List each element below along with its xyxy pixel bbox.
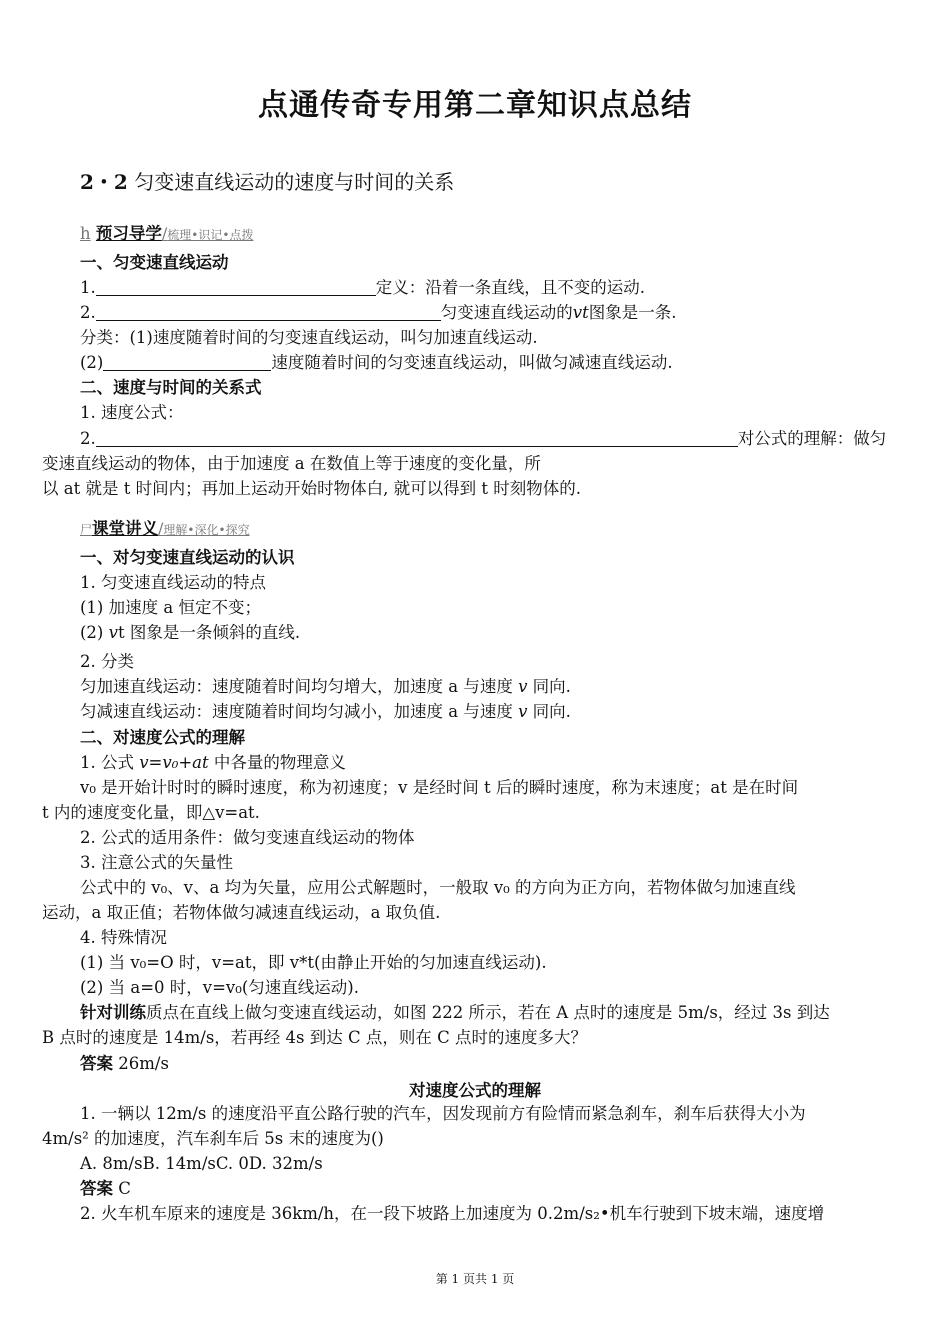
answer-label: 答案 <box>80 1054 113 1073</box>
heading-velocity-time: 二、速度与时间的关系式 <box>80 378 262 397</box>
item-number: 2. <box>80 303 96 322</box>
heading-formula: 二、对速度公式的理解 <box>80 728 245 747</box>
definition-text: 定义：沿着一条直线，且不变的运动. <box>375 278 645 297</box>
item-text: 匀加速直线运动：速度随着时间均匀增大，加速度 a 与速度 <box>80 677 519 696</box>
lecture-prefix: 尸 <box>80 523 93 537</box>
item-number: 2. <box>80 429 96 448</box>
fill-blank <box>103 352 271 371</box>
fill-blank <box>96 302 441 321</box>
paragraph-line: 运动，a 取正值；若物体做匀减速直线运动，a 取负值. <box>42 903 441 922</box>
lecture-header <box>80 515 250 539</box>
section-number: 2・2 <box>80 170 128 194</box>
paragraph-line: v₀ 是开始计时时的瞬时速度，称为初速度；v 是经时间 t 后的瞬时速度，称为末速度；at 是在时间 <box>80 778 799 797</box>
classification-line: 分类：(1)速度随着时间的匀变速直线运动，叫匀加速直线运动. <box>80 328 538 347</box>
paragraph-line: t 内的速度变化量，即△v=at. <box>42 803 260 822</box>
answer-value: 26m/s <box>113 1054 169 1073</box>
answer-line <box>80 1052 908 1076</box>
list-item <box>80 700 908 724</box>
section-heading <box>80 166 454 195</box>
variable-vt: vt <box>572 303 589 322</box>
list-item: 4. 特殊情况 <box>80 928 167 947</box>
answer-label: 答案 <box>80 1179 113 1198</box>
question-line: 4m/s² 的加速度，汽车刹车后 5s 末的速度为() <box>42 1129 384 1148</box>
graph-text: 匀变速直线运动的 <box>440 303 573 322</box>
list-item <box>80 675 908 699</box>
paragraph-line: 变速直线运动的物体，由于加速度 a 在数值上等于速度的变化量，所 <box>42 454 541 473</box>
exercise-heading: 对速度公式的理解 <box>409 1081 541 1100</box>
list-item: (1) 加速度 a 恒定不变； <box>80 598 261 617</box>
paragraph-line: 公式中的 v₀、v、a 均为矢量，应用公式解题时，一般取 v₀ 的方向为正方向，若物体做匀加速直线 <box>80 878 796 897</box>
training-label: 针对训练 <box>80 1003 146 1022</box>
lecture-label: 课堂讲义 <box>92 519 159 538</box>
question-line: 1. 一辆以 12m/s 的速度沿平直公路行驶的汽车，因发现前方有险情而紧急刹车，刹车后获得大小为 <box>80 1104 806 1123</box>
deceleration-text: 速度随着时间的匀变速直线运动，叫做匀减速直线运动. <box>271 353 673 372</box>
velocity-formula-line: 1. 速度公式： <box>80 403 184 422</box>
graph-tail: 图象是一条. <box>588 303 677 322</box>
heading-understanding: 一、对匀变速直线运动的认识 <box>80 548 295 567</box>
answer-value: C <box>113 1179 131 1198</box>
item-number: 1. <box>80 278 96 297</box>
graph-line <box>80 301 908 325</box>
item-text: t 图象是一条倾斜的直线. <box>117 623 301 642</box>
item-number: (2) <box>80 353 104 372</box>
fill-blank <box>96 428 738 447</box>
page-footer: 第 1 页共 1 页 <box>435 1272 515 1286</box>
preview-prefix: h <box>80 224 91 243</box>
variable-v: v <box>518 702 528 721</box>
question-line: 2. 火车机车原来的速度是 36km/h，在一段下坡路上加速度为 0.2m/s₂•机车行驶到下坡末端，速度增 <box>80 1204 825 1223</box>
item-text: 同向. <box>527 702 571 721</box>
list-item: 2. 分类 <box>80 652 134 671</box>
item-number: (2) <box>80 623 109 642</box>
page-title: 点通传奇专用第二章知识点总结 <box>258 88 692 123</box>
paragraph-line: B 点时的速度是 14m/s，若再经 4s 到达 C 点，则在 C 点时的速度多大？ <box>42 1028 587 1047</box>
deceleration-line <box>80 351 908 375</box>
list-item: 2. 公式的适用条件：做匀变速直线运动的物体 <box>80 828 415 847</box>
training-question <box>80 1001 908 1025</box>
variable-v: v <box>108 623 118 642</box>
item-text: 同向. <box>527 677 571 696</box>
fill-blank <box>96 277 376 296</box>
formula: v=v₀+at <box>139 753 209 772</box>
definition-line <box>80 276 908 300</box>
item-number: 1. 公式 <box>80 753 140 772</box>
list-item <box>80 751 908 775</box>
list-item: 1. 匀变速直线运动的特点 <box>80 573 266 592</box>
lecture-slash: / <box>158 519 164 538</box>
preview-header <box>80 220 253 244</box>
formula-understanding-line <box>80 427 908 451</box>
list-item: (2) 当 a=0 时，v=v₀(匀速直线运动). <box>80 978 359 997</box>
item-text: 匀减速直线运动：速度随着时间均匀减小，加速度 a 与速度 <box>80 702 519 721</box>
training-text: 质点在直线上做匀变速直线运动，如图 222 所示，若在 A 点时的速度是 5m/s，经过 3s 到达 <box>146 1003 830 1022</box>
variable-v: v <box>518 677 528 696</box>
section-title: 匀变速直线运动的速度与时间的关系 <box>134 170 455 194</box>
list-item: 3. 注意公式的矢量性 <box>80 853 233 872</box>
list-item <box>80 621 908 645</box>
understanding-text: 对公式的理解：做匀 <box>737 429 887 448</box>
preview-label: 预习导学 <box>95 224 162 243</box>
options-line: A. 8m/sB. 14m/sC. 0D. 32m/s <box>80 1154 323 1173</box>
list-item: (1) 当 v₀=O 时，v=at，即 v*t(由静止开始的匀加速直线运动). <box>80 953 547 972</box>
preview-slash: / <box>161 224 168 243</box>
heading-uniform-motion: 一、匀变速直线运动 <box>80 253 229 272</box>
answer-line <box>80 1177 908 1201</box>
lecture-sub: 理解•深化•探究 <box>163 523 250 537</box>
preview-sub: 梳理•识记•点拨 <box>167 228 254 242</box>
item-text: 中各量的物理意义 <box>208 753 346 772</box>
paragraph-line: 以 at 就是 t 时间内；再加上运动开始时物体白, 就可以得到 t 时刻物体的. <box>42 479 581 498</box>
